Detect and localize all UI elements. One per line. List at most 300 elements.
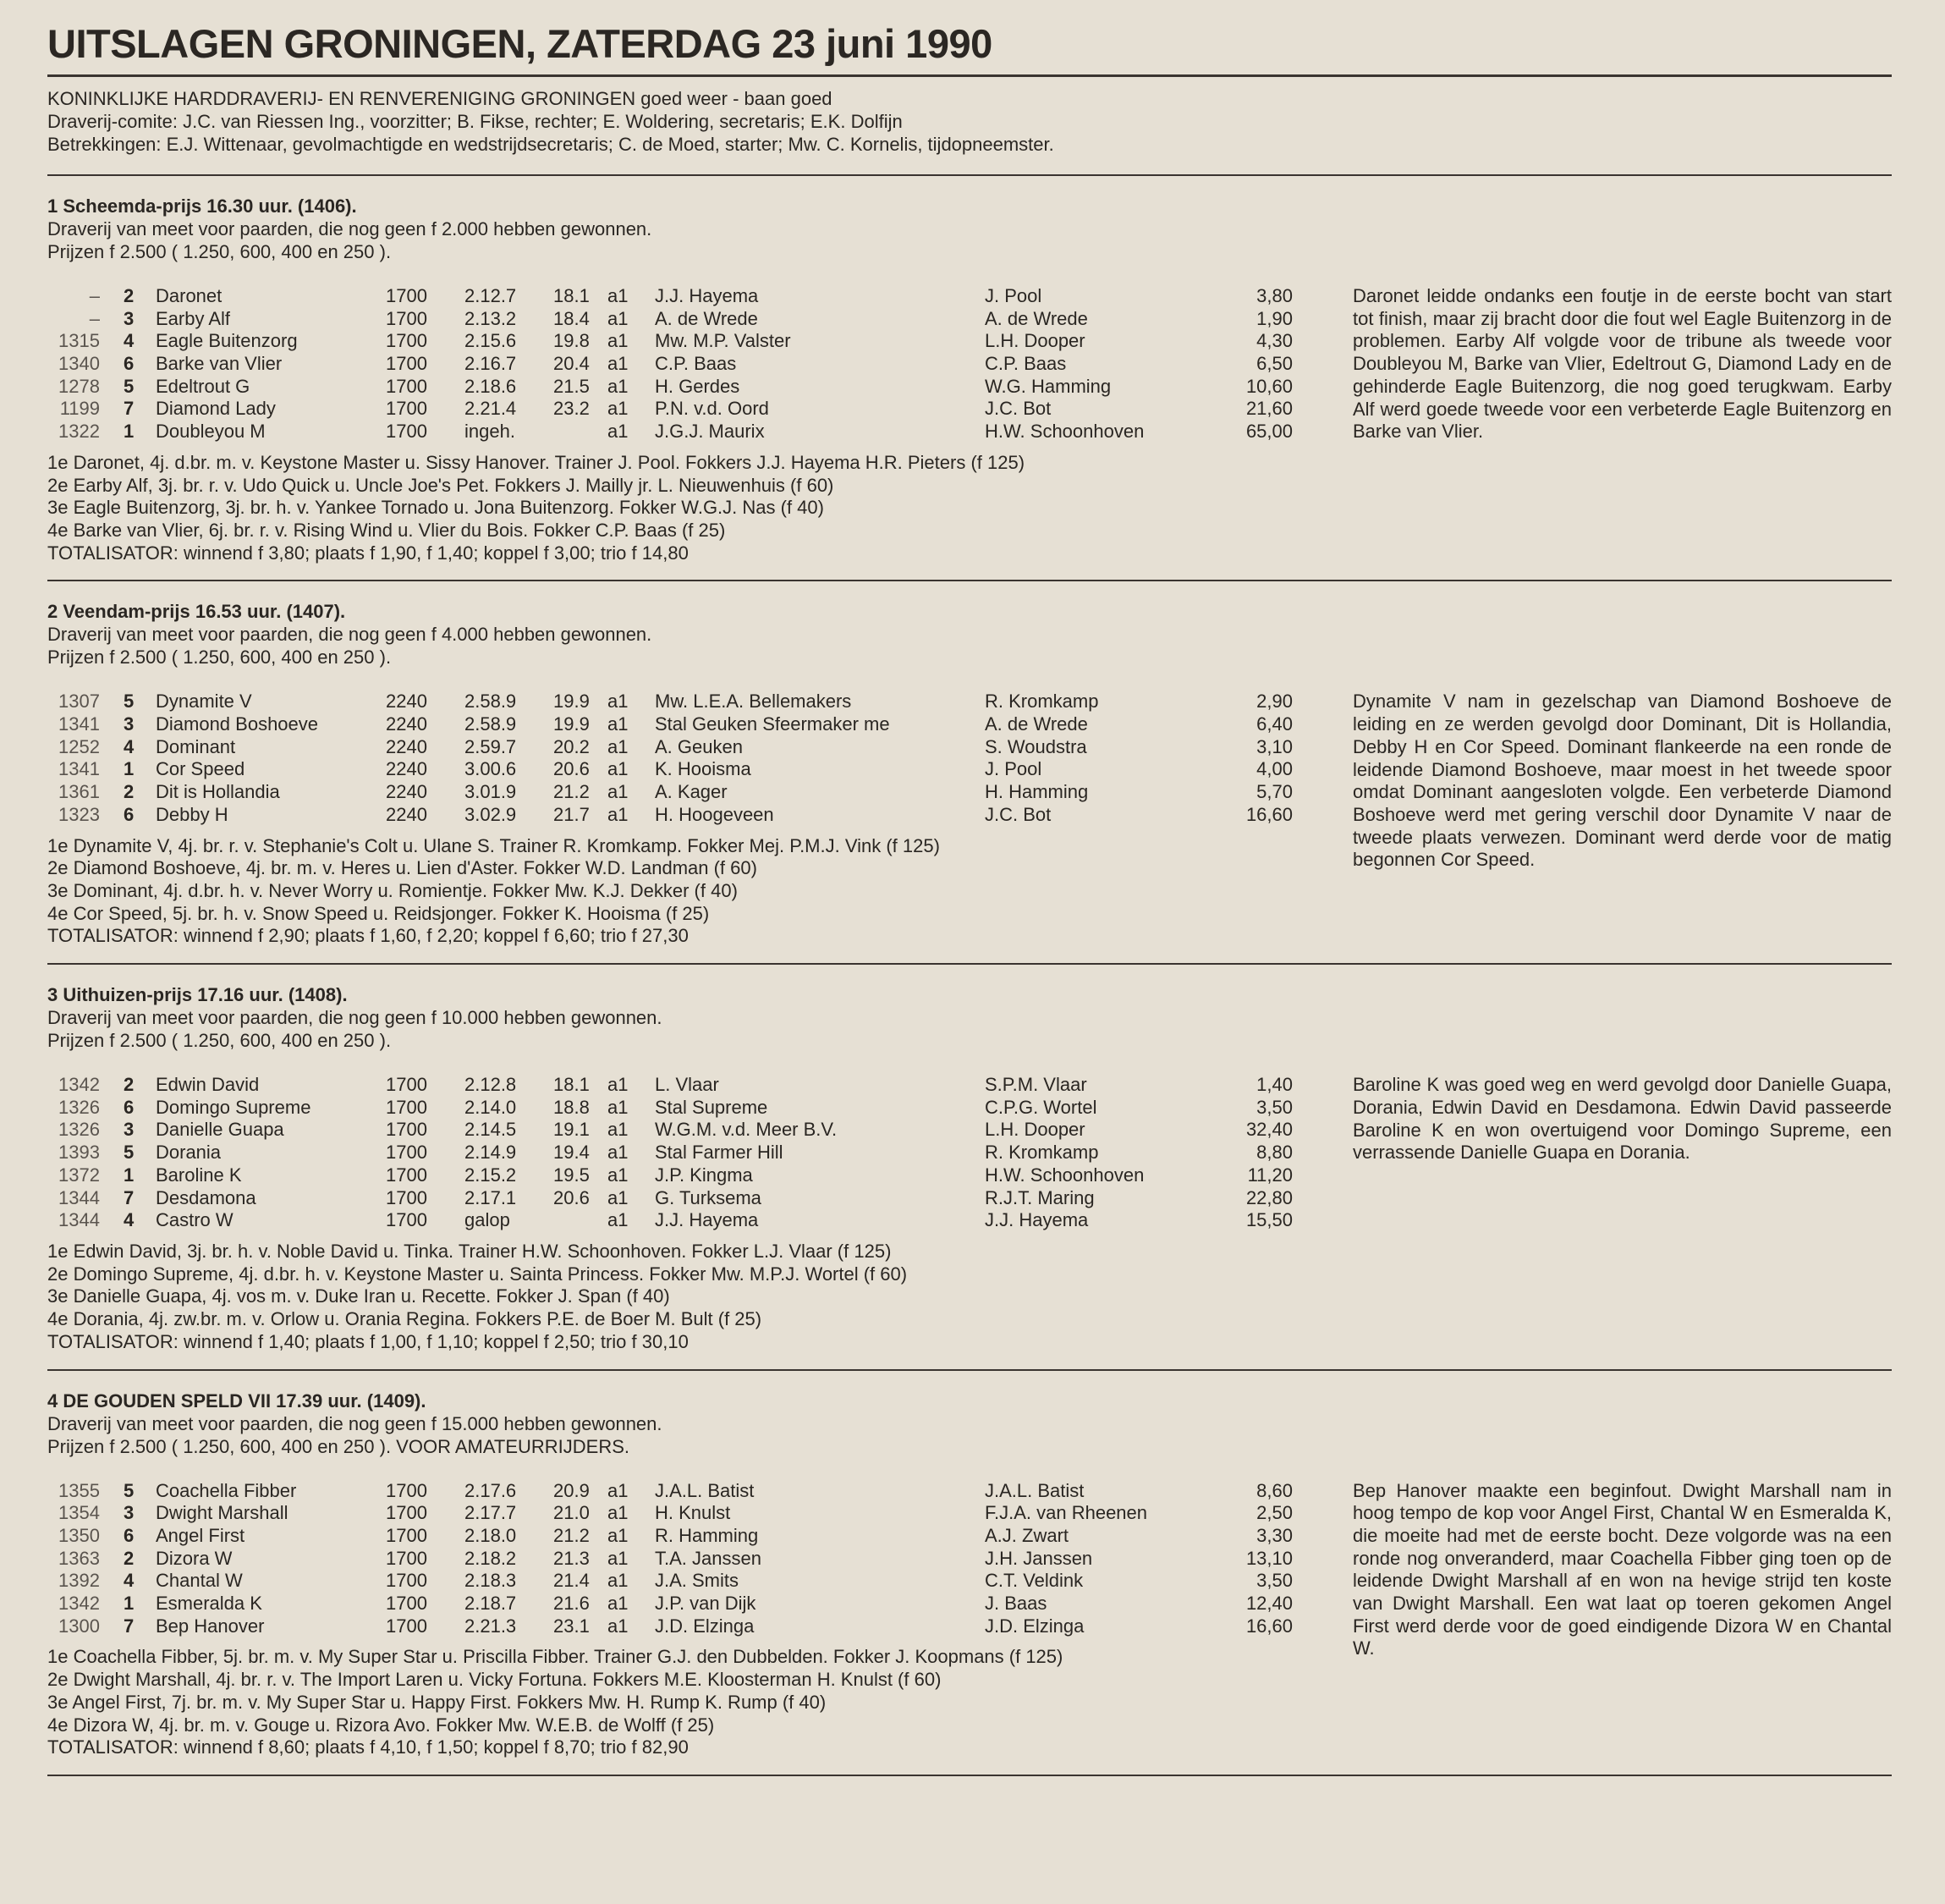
result-km: 21.2 xyxy=(553,1524,590,1546)
result-a: a1 xyxy=(607,330,629,352)
result-km: 18.8 xyxy=(553,1096,590,1118)
result-trainer: W.G. Hamming xyxy=(985,375,1112,397)
result-row xyxy=(47,781,1299,804)
result-horse: Baroline K xyxy=(156,1164,242,1186)
result-driver: J.A. Smits xyxy=(655,1570,739,1592)
header-committee: Draverij-comite: J.C. van Riessen Ing., voorzitter; B. Fikse, rechter; E. Woldering, secretaris; E.K. Dolfijn xyxy=(47,111,903,132)
result-horse: Edeltrout G xyxy=(156,375,250,397)
result-no: 2 xyxy=(124,1547,135,1569)
result-trainer: L.H. Dooper xyxy=(985,1119,1085,1141)
totalisator-line: TOTALISATOR: winnend f 3,80; plaats f 1,90, f 1,40; koppel f 3,00; trio f 14,80 xyxy=(47,542,689,564)
result-trainer: C.P. Baas xyxy=(985,353,1067,375)
result-row xyxy=(47,1525,1299,1548)
result-odds: 16,60 xyxy=(1245,1615,1293,1637)
result-driver: G. Turksema xyxy=(655,1186,761,1208)
result-trainer: J. Pool xyxy=(985,285,1042,306)
result-row xyxy=(47,353,1299,376)
race-body xyxy=(47,1074,1892,1232)
result-driver: T.A. Janssen xyxy=(655,1547,761,1569)
result-prev: 1344 xyxy=(58,1209,100,1231)
result-time: 2.58.9 xyxy=(464,691,517,713)
result-horse: Esmeralda K xyxy=(156,1592,262,1614)
result-prev: 1344 xyxy=(58,1186,100,1208)
result-dist: 1700 xyxy=(386,330,427,352)
result-time: 2.12.8 xyxy=(464,1074,517,1096)
result-horse: Dominant xyxy=(156,735,236,757)
result-km: 21.4 xyxy=(553,1570,590,1592)
placing-line: 1e Edwin David, 3j. br. h. v. Noble David u. Tinka. Trainer H.W. Schoonhoven. Fokker L.J. Vlaar (f 125) xyxy=(47,1241,892,1262)
result-no: 6 xyxy=(124,353,135,375)
result-no: 1 xyxy=(124,1592,135,1614)
result-a: a1 xyxy=(607,1119,629,1141)
result-horse: Dizora W xyxy=(156,1547,233,1569)
result-dist: 1700 xyxy=(386,353,427,375)
result-driver: J.J. Hayema xyxy=(655,285,759,306)
result-time: 2.58.9 xyxy=(464,713,517,735)
placing-line: 3e Eagle Buitenzorg, 3j. br. h. v. Yankee Tornado u. Jona Buitenzorg. Fokker W.G.J. Nas (f 40) xyxy=(47,497,824,519)
result-prev: – xyxy=(89,307,100,329)
result-prev: – xyxy=(89,285,100,306)
result-prev: 1307 xyxy=(58,691,100,713)
result-row xyxy=(47,330,1299,353)
result-no: 4 xyxy=(124,330,135,352)
placing-line: 4e Barke van Vlier, 6j. br. r. v. Rising Wind u. Vlier du Bois. Fokker C.P. Baas (f 25) xyxy=(47,520,726,541)
result-prev: 1340 xyxy=(58,353,100,375)
result-horse: Chantal W xyxy=(156,1570,243,1592)
placings-block xyxy=(47,1646,1892,1759)
result-odds: 8,80 xyxy=(1256,1142,1293,1164)
result-prev: 1341 xyxy=(58,758,100,780)
results-table xyxy=(47,285,1299,443)
result-row xyxy=(47,1164,1299,1187)
result-time: 2.17.7 xyxy=(464,1502,517,1524)
race-body xyxy=(47,285,1892,443)
result-a: a1 xyxy=(607,1547,629,1569)
result-dist: 1700 xyxy=(386,1074,427,1096)
result-time: 3.02.9 xyxy=(464,803,517,825)
result-no: 7 xyxy=(124,1186,135,1208)
result-prev: 1355 xyxy=(58,1479,100,1501)
result-horse: Diamond Boshoeve xyxy=(156,713,319,735)
result-horse: Danielle Guapa xyxy=(156,1119,284,1141)
result-trainer: J.C. Bot xyxy=(985,398,1052,420)
result-dist: 1700 xyxy=(386,1142,427,1164)
result-time: 2.18.0 xyxy=(464,1524,517,1546)
result-dist: 2240 xyxy=(386,781,427,803)
result-horse: Edwin David xyxy=(156,1074,260,1096)
result-km: 20.2 xyxy=(553,735,590,757)
result-odds: 65,00 xyxy=(1245,421,1293,443)
result-row xyxy=(47,691,1299,713)
result-odds: 2,50 xyxy=(1256,1502,1293,1524)
result-odds: 6,50 xyxy=(1256,353,1293,375)
result-km: 18.4 xyxy=(553,307,590,329)
result-odds: 16,60 xyxy=(1245,803,1293,825)
result-time: 2.21.3 xyxy=(464,1615,517,1637)
result-driver: Mw. L.E.A. Bellemakers xyxy=(655,691,852,713)
result-horse: Coachella Fibber xyxy=(156,1479,297,1501)
result-km: 21.2 xyxy=(553,781,590,803)
result-prev: 1342 xyxy=(58,1592,100,1614)
result-trainer: S.P.M. Vlaar xyxy=(985,1074,1087,1096)
result-row xyxy=(47,1074,1299,1097)
placing-line: 4e Dorania, 4j. zw.br. m. v. Orlow u. Orania Regina. Fokkers P.E. de Boer M. Bult (f 25) xyxy=(47,1308,762,1330)
race-prizes: Prijzen f 2.500 ( 1.250, 600, 400 en 250 ). xyxy=(47,1030,392,1052)
result-a: a1 xyxy=(607,398,629,420)
result-trainer: A. de Wrede xyxy=(985,307,1088,329)
result-dist: 1700 xyxy=(386,307,427,329)
result-prev: 1363 xyxy=(58,1547,100,1569)
result-odds: 13,10 xyxy=(1245,1547,1293,1569)
result-odds: 3,30 xyxy=(1256,1524,1293,1546)
result-row xyxy=(47,804,1299,827)
result-km: 19.8 xyxy=(553,330,590,352)
placing-line: 1e Dynamite V, 4j. br. r. v. Stephanie's Colt u. Ulane S. Trainer R. Kromkamp. Fokker Mej. P.M.J. Vink (f 125) xyxy=(47,834,940,856)
result-no: 3 xyxy=(124,1502,135,1524)
totalisator-line: TOTALISATOR: winnend f 2,90; plaats f 1,60, f 2,20; koppel f 6,60; trio f 27,30 xyxy=(47,925,689,947)
race-section xyxy=(47,1371,1892,1775)
result-trainer: H.W. Schoonhoven xyxy=(985,421,1145,443)
result-driver: H. Knulst xyxy=(655,1502,731,1524)
result-odds: 3,50 xyxy=(1256,1570,1293,1592)
result-km: 19.1 xyxy=(553,1119,590,1141)
race-title: 2 Veendam-prijs 16.53 uur. (1407). xyxy=(47,601,346,623)
result-km: 20.4 xyxy=(553,353,590,375)
result-dist: 1700 xyxy=(386,1164,427,1186)
result-no: 4 xyxy=(124,735,135,757)
race-title: 4 DE GOUDEN SPELD VII 17.39 uur. (1409). xyxy=(47,1389,426,1411)
result-time: 2.18.3 xyxy=(464,1570,517,1592)
result-driver: A. Geuken xyxy=(655,735,743,757)
race-comment: Daronet leidde ondanks een foutje in de eerste bocht van start tot finish, maar zij bracht door die fout wel Eagle Buitenzorg in de problemen. Earby Alf volgde voor de tribune als tweede voor Doubleyou M, Barke van Vlier, Edeltrout G, Diamond Lady en de gehinderde Eagle Buitenzorg, die nog goed terugkwam. Earby Alf werd goede tweede voor een verbeterde Eagle Buitenzorg en Barke van Vlier. xyxy=(1353,285,1892,443)
placing-line: 1e Coachella Fibber, 5j. br. m. v. My Super Star u. Priscilla Fibber. Trainer G.J. den Dubbelden. Fokker J. Koopmans (f 125) xyxy=(47,1646,1063,1668)
race-conditions: Draverij van meet voor paarden, die nog geen f 10.000 hebben gewonnen. xyxy=(47,1007,662,1029)
result-driver: J.G.J. Maurix xyxy=(655,421,765,443)
result-driver: J.P. Kingma xyxy=(655,1164,753,1186)
result-dist: 1700 xyxy=(386,1570,427,1592)
result-horse: Desdamona xyxy=(156,1186,256,1208)
race-title: 3 Uithuizen-prijs 17.16 uur. (1408). xyxy=(47,984,348,1006)
placing-line: 2e Earby Alf, 3j. br. r. v. Udo Quick u. Uncle Joe's Pet. Fokkers J. Mailly jr. L. Nieuwenhuis (f 60) xyxy=(47,474,834,496)
page-title: UITSLAGEN GRONINGEN, ZATERDAG 23 juni 1990 xyxy=(47,21,992,66)
result-row xyxy=(47,285,1299,308)
result-prev: 1323 xyxy=(58,803,100,825)
result-horse: Dwight Marshall xyxy=(156,1502,288,1524)
result-prev: 1326 xyxy=(58,1096,100,1118)
result-prev: 1278 xyxy=(58,375,100,397)
result-driver: P.N. v.d. Oord xyxy=(655,398,769,420)
result-horse: Castro W xyxy=(156,1209,234,1231)
result-time: 2.16.7 xyxy=(464,353,517,375)
result-row xyxy=(47,1502,1299,1525)
result-no: 1 xyxy=(124,1164,135,1186)
race-comment: Baroline K was goed weg en werd gevolgd door Danielle Guapa, Dorania, Edwin David en Desdamona. Edwin David passeerde Baroline K en won overtuigend voor Domingo Supreme, een verrassende Danielle Guapa en Dorania. xyxy=(1353,1074,1892,1164)
race-conditions: Draverij van meet voor paarden, die nog geen f 15.000 hebben gewonnen. xyxy=(47,1412,662,1434)
result-horse: Eagle Buitenzorg xyxy=(156,330,298,352)
result-prev: 1341 xyxy=(58,713,100,735)
result-time: 2.17.6 xyxy=(464,1479,517,1501)
result-no: 3 xyxy=(124,307,135,329)
result-prev: 1372 xyxy=(58,1164,100,1186)
result-odds: 5,70 xyxy=(1256,781,1293,803)
result-horse: Dit is Hollandia xyxy=(156,781,280,803)
result-km: 21.5 xyxy=(553,375,590,397)
result-odds: 22,80 xyxy=(1245,1186,1293,1208)
result-a: a1 xyxy=(607,1502,629,1524)
result-dist: 1700 xyxy=(386,1209,427,1231)
result-no: 6 xyxy=(124,803,135,825)
result-no: 1 xyxy=(124,421,135,443)
result-driver: H. Hoogeveen xyxy=(655,803,774,825)
totalisator-line: TOTALISATOR: winnend f 8,60; plaats f 4,10, f 1,50; koppel f 8,70; trio f 82,90 xyxy=(47,1736,689,1758)
race-conditions: Draverij van meet voor paarden, die nog geen f 4.000 hebben gewonnen. xyxy=(47,624,652,646)
result-driver: R. Hamming xyxy=(655,1524,759,1546)
header-officials: Betrekkingen: E.J. Wittenaar, gevolmachtigde en wedstrijdsecretaris; C. de Moed, starter; Mw. C. Kornelis, tijdopneemster. xyxy=(47,134,1054,155)
result-horse: Dorania xyxy=(156,1142,222,1164)
result-a: a1 xyxy=(607,758,629,780)
placing-line: 3e Danielle Guapa, 4j. vos m. v. Duke Iran u. Recette. Fokker J. Span (f 40) xyxy=(47,1285,670,1307)
result-dist: 1700 xyxy=(386,1479,427,1501)
result-horse: Barke van Vlier xyxy=(156,353,283,375)
result-horse: Daronet xyxy=(156,285,223,306)
section-rule xyxy=(47,1775,1892,1776)
result-a: a1 xyxy=(607,1164,629,1186)
result-row xyxy=(47,1187,1299,1210)
result-trainer: C.P.G. Wortel xyxy=(985,1096,1097,1118)
result-horse: Diamond Lady xyxy=(156,398,276,420)
result-time: 2.14.0 xyxy=(464,1096,517,1118)
result-a: a1 xyxy=(607,1209,629,1231)
result-trainer: H. Hamming xyxy=(985,781,1089,803)
result-horse: Earby Alf xyxy=(156,307,231,329)
result-prev: 1354 xyxy=(58,1502,100,1524)
result-driver: J.J. Hayema xyxy=(655,1209,759,1231)
result-time: 3.01.9 xyxy=(464,781,517,803)
result-a: a1 xyxy=(607,1615,629,1637)
placing-line: 2e Dwight Marshall, 4j. br. r. v. The Import Laren u. Vicky Fortuna. Fokkers M.E. Kloosterman H. Knulst (f 60) xyxy=(47,1669,942,1691)
placing-line: 2e Diamond Boshoeve, 4j. br. m. v. Heres u. Lien d'Aster. Fokker W.D. Landman (f 60) xyxy=(47,857,757,879)
result-trainer: S. Woudstra xyxy=(985,735,1087,757)
race-prizes: Prijzen f 2.500 ( 1.250, 600, 400 en 250 ). xyxy=(47,241,392,262)
result-time: 2.15.2 xyxy=(464,1164,517,1186)
result-dist: 1700 xyxy=(386,1502,427,1524)
result-a: a1 xyxy=(607,1524,629,1546)
result-horse: Angel First xyxy=(156,1524,245,1546)
result-odds: 2,90 xyxy=(1256,691,1293,713)
result-odds: 10,60 xyxy=(1245,375,1293,397)
result-a: a1 xyxy=(607,375,629,397)
result-time: 2.18.2 xyxy=(464,1547,517,1569)
result-horse: Doubleyou M xyxy=(156,421,266,443)
result-prev: 1300 xyxy=(58,1615,100,1637)
result-time: 2.18.6 xyxy=(464,375,517,397)
result-km: 20.9 xyxy=(553,1479,590,1501)
result-driver: Stal Geuken Sfeermaker me xyxy=(655,713,890,735)
result-row xyxy=(47,1142,1299,1164)
header-association: KONINKLIJKE HARDDRAVERIJ- EN RENVERENIGING GRONINGEN goed weer - baan goed xyxy=(47,88,832,109)
result-horse: Domingo Supreme xyxy=(156,1096,311,1118)
results-table xyxy=(47,691,1299,826)
result-time: 2.13.2 xyxy=(464,307,517,329)
races-container xyxy=(47,174,1892,1775)
result-no: 3 xyxy=(124,1119,135,1141)
placings-block xyxy=(47,1241,1892,1354)
result-no: 5 xyxy=(124,1142,135,1164)
result-driver: H. Gerdes xyxy=(655,375,740,397)
result-time: 2.59.7 xyxy=(464,735,517,757)
result-row xyxy=(47,1548,1299,1571)
result-no: 6 xyxy=(124,1096,135,1118)
result-km: 21.0 xyxy=(553,1502,590,1524)
result-horse: Dynamite V xyxy=(156,691,252,713)
result-row xyxy=(47,1615,1299,1638)
result-driver: C.P. Baas xyxy=(655,353,737,375)
result-dist: 2240 xyxy=(386,691,427,713)
race-comment: Bep Hanover maakte een beginfout. Dwight Marshall nam in hoog tempo de kop voor Angel First, Chantal W en Esmeralda K, die moeite had met de eerste bocht. Deze volgorde was na een ronde nog onveranderd, maar Coachella Fibber ging toen op de leidende Dwight Marshall af en won na hevige strijd ten koste van Dwight Marshall. Een wat laat op toeren gekomen Angel First werd derde voor de goed eindigende Dizora W en Chantal W. xyxy=(1353,1479,1892,1659)
result-row xyxy=(47,713,1299,736)
result-no: 2 xyxy=(124,781,135,803)
result-trainer: R.J.T. Maring xyxy=(985,1186,1095,1208)
result-km: 20.6 xyxy=(553,758,590,780)
result-driver: J.A.L. Batist xyxy=(655,1479,755,1501)
race-conditions: Draverij van meet voor paarden, die nog geen f 2.000 hebben gewonnen. xyxy=(47,218,652,239)
result-dist: 1700 xyxy=(386,1096,427,1118)
result-km: 23.2 xyxy=(553,398,590,420)
result-a: a1 xyxy=(607,285,629,306)
result-row xyxy=(47,421,1299,443)
result-a: a1 xyxy=(607,1592,629,1614)
result-a: a1 xyxy=(607,781,629,803)
result-prev: 1361 xyxy=(58,781,100,803)
race-section xyxy=(47,176,1892,580)
result-time: 2.18.7 xyxy=(464,1592,517,1614)
result-km: 21.3 xyxy=(553,1547,590,1569)
result-a: a1 xyxy=(607,1186,629,1208)
result-horse: Bep Hanover xyxy=(156,1615,265,1637)
result-row xyxy=(47,1119,1299,1142)
result-horse: Cor Speed xyxy=(156,758,245,780)
result-prev: 1326 xyxy=(58,1119,100,1141)
result-a: a1 xyxy=(607,421,629,443)
result-dist: 1700 xyxy=(386,1119,427,1141)
result-no: 2 xyxy=(124,285,135,306)
results-table xyxy=(47,1074,1299,1232)
result-dist: 2240 xyxy=(386,735,427,757)
result-trainer: L.H. Dooper xyxy=(985,330,1085,352)
placing-line: 2e Domingo Supreme, 4j. d.br. h. v. Keystone Master u. Sainta Princess. Fokker Mw. M.P.J. Wortel (f 60) xyxy=(47,1263,908,1285)
totalisator-line: TOTALISATOR: winnend f 1,40; plaats f 1,00, f 1,10; koppel f 2,50; trio f 30,10 xyxy=(47,1330,689,1352)
result-odds: 8,60 xyxy=(1256,1479,1293,1501)
result-no: 5 xyxy=(124,691,135,713)
result-odds: 1,90 xyxy=(1256,307,1293,329)
result-time: 2.15.6 xyxy=(464,330,517,352)
race-prizes: Prijzen f 2.500 ( 1.250, 600, 400 en 250 ). VOOR AMATEURRIJDERS. xyxy=(47,1435,630,1457)
result-trainer: J.C. Bot xyxy=(985,803,1052,825)
title-rule xyxy=(47,74,1892,77)
results-table xyxy=(47,1480,1299,1638)
result-a: a1 xyxy=(607,803,629,825)
result-time: 3.00.6 xyxy=(464,758,517,780)
result-row xyxy=(47,758,1299,781)
result-no: 1 xyxy=(124,758,135,780)
result-a: a1 xyxy=(607,735,629,757)
result-a: a1 xyxy=(607,691,629,713)
result-km: 19.9 xyxy=(553,691,590,713)
result-no: 6 xyxy=(124,1524,135,1546)
result-km: 20.6 xyxy=(553,1186,590,1208)
result-odds: 4,00 xyxy=(1256,758,1293,780)
result-trainer: A. de Wrede xyxy=(985,713,1088,735)
result-no: 5 xyxy=(124,1479,135,1501)
result-trainer: J. Pool xyxy=(985,758,1042,780)
result-row xyxy=(47,376,1299,399)
result-driver: Mw. M.P. Valster xyxy=(655,330,791,352)
result-horse: Debby H xyxy=(156,803,228,825)
race-title: 1 Scheemda-prijs 16.30 uur. (1406). xyxy=(47,195,357,217)
result-km: 23.1 xyxy=(553,1615,590,1637)
result-driver: Stal Farmer Hill xyxy=(655,1142,783,1164)
result-dist: 2240 xyxy=(386,758,427,780)
result-dist: 1700 xyxy=(386,1615,427,1637)
result-dist: 1700 xyxy=(386,1592,427,1614)
result-trainer: F.J.A. van Rheenen xyxy=(985,1502,1148,1524)
result-prev: 1252 xyxy=(58,735,100,757)
race-prizes: Prijzen f 2.500 ( 1.250, 600, 400 en 250 ). xyxy=(47,647,392,669)
placing-line: 4e Cor Speed, 5j. br. h. v. Snow Speed u. Reidsjonger. Fokker K. Hooisma (f 25) xyxy=(47,902,710,924)
result-km: 19.5 xyxy=(553,1164,590,1186)
result-trainer: J.H. Janssen xyxy=(985,1547,1093,1569)
result-km: 19.4 xyxy=(553,1142,590,1164)
result-a: a1 xyxy=(607,1142,629,1164)
result-driver: A. de Wrede xyxy=(655,307,758,329)
result-a: a1 xyxy=(607,353,629,375)
result-row xyxy=(47,398,1299,421)
result-km: 21.7 xyxy=(553,803,590,825)
result-driver: J.P. van Dijk xyxy=(655,1592,756,1614)
result-no: 7 xyxy=(124,1615,135,1637)
result-time: galop xyxy=(464,1209,510,1231)
result-dist: 2240 xyxy=(386,713,427,735)
result-prev: 1392 xyxy=(58,1570,100,1592)
result-prev: 1393 xyxy=(58,1142,100,1164)
result-no: 2 xyxy=(124,1074,135,1096)
result-dist: 2240 xyxy=(386,803,427,825)
result-km: 18.1 xyxy=(553,1074,590,1096)
result-a: a1 xyxy=(607,1479,629,1501)
result-driver: A. Kager xyxy=(655,781,728,803)
result-a: a1 xyxy=(607,307,629,329)
placing-line: 1e Daronet, 4j. d.br. m. v. Keystone Master u. Sissy Hanover. Trainer J. Pool. Fokkers J.J. Hayema H.R. Pieters (f 125) xyxy=(47,451,1025,473)
result-trainer: C.T. Veldink xyxy=(985,1570,1084,1592)
result-trainer: H.W. Schoonhoven xyxy=(985,1164,1145,1186)
result-prev: 1350 xyxy=(58,1524,100,1546)
result-dist: 1700 xyxy=(386,285,427,306)
result-dist: 1700 xyxy=(386,375,427,397)
result-no: 4 xyxy=(124,1209,135,1231)
result-no: 3 xyxy=(124,713,135,735)
result-time: 2.12.7 xyxy=(464,285,517,306)
result-time: ingeh. xyxy=(464,421,515,443)
placing-line: 4e Dizora W, 4j. br. m. v. Gouge u. Rizora Avo. Fokker Mw. W.E.B. de Wolff (f 25) xyxy=(47,1714,715,1736)
placings-block xyxy=(47,452,1892,565)
result-time: 2.14.9 xyxy=(464,1142,517,1164)
result-time: 2.21.4 xyxy=(464,398,517,420)
placing-line: 3e Dominant, 4j. d.br. h. v. Never Worry u. Romientje. Fokker Mw. K.J. Dekker (f 40) xyxy=(47,880,738,901)
race-comment: Dynamite V nam in gezelschap van Diamond Boshoeve de leiding en ze werden gevolgd door Dominant, Dit is Hollandia, Debby H en Cor Speed. Dominant flankeerde na een ronde de leidende Diamond Boshoeve, maar moest in het tweede spoor omdat Dominant aangesloten volgde. Een verbeterde Diamond Boshoeve werd met gering verschil door Dynamite V naar de tweede plaats verwezen. Dominant werd derde voor de matig begonnen Cor Speed. xyxy=(1353,691,1892,871)
result-driver: W.G.M. v.d. Meer B.V. xyxy=(655,1119,838,1141)
race-section xyxy=(47,965,1892,1368)
result-odds: 3,80 xyxy=(1256,285,1293,306)
